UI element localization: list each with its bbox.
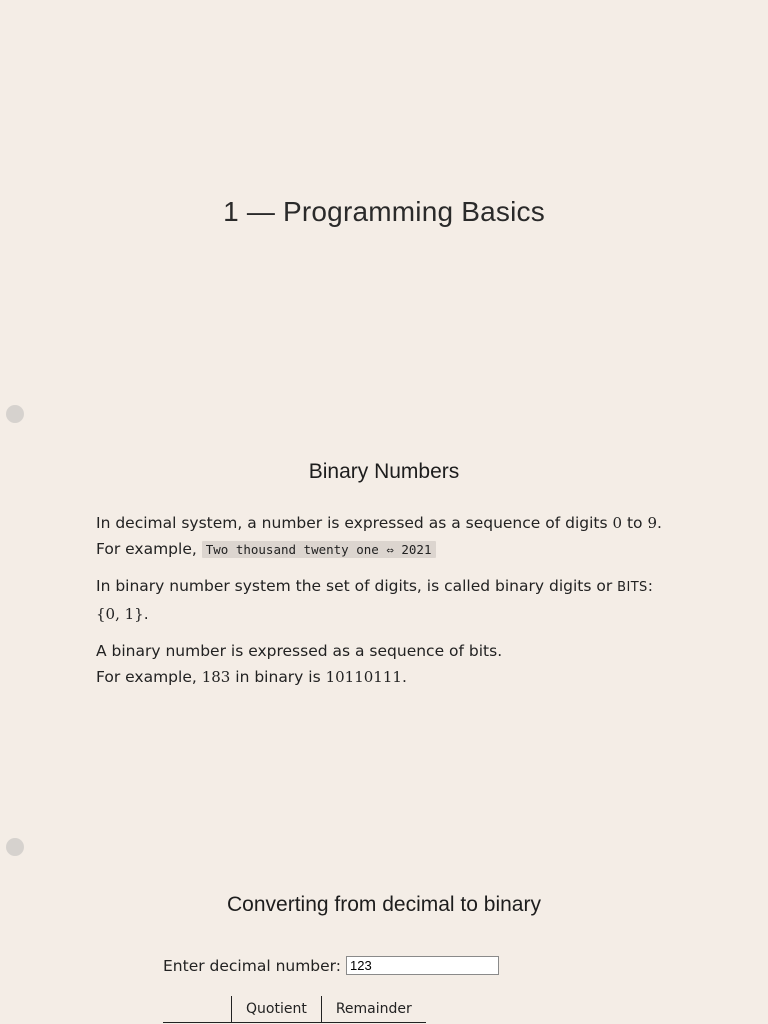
table-header-blank	[163, 996, 232, 1023]
para2-text-b: :	[647, 577, 653, 595]
para1-text-b: to	[622, 514, 648, 532]
para1-text-c: . For example,	[96, 514, 662, 558]
table-header-row	[163, 996, 426, 1023]
page-title: 1 — Programming Basics	[223, 196, 545, 227]
quotient-remainder-table	[163, 996, 426, 1023]
math-bit-set: {0, 1}	[96, 605, 144, 623]
para3-line1: A binary number is expressed as a sequence of bits.	[96, 642, 503, 660]
table-header-remainder: Remainder	[321, 996, 425, 1023]
math-decimal-183: 183	[201, 668, 231, 686]
paragraph-binary-digits	[96, 573, 676, 627]
decimal-number-input[interactable]	[346, 956, 499, 975]
table-header-quotient: Quotient	[232, 996, 322, 1023]
section-title-binary-numbers: Binary Numbers	[308, 460, 460, 483]
para2-text-c: .	[143, 605, 149, 623]
para3-text-b: in binary is	[230, 668, 326, 686]
para2-text-a: In binary number system the set of digits, is called binary digits or	[96, 577, 618, 595]
cell-handle-converter[interactable]	[6, 838, 24, 856]
para3-text-c: .	[401, 668, 407, 686]
math-digit-0: 0	[612, 514, 623, 532]
inline-code-example: Two thousand twenty one ⇔ 2021	[202, 541, 436, 558]
para3-text-a: For example,	[96, 668, 202, 686]
paragraph-decimal-system	[96, 510, 676, 563]
decimal-input-row	[163, 956, 499, 975]
decimal-input-label: Enter decimal number:	[163, 956, 342, 975]
math-binary-10110111: 10110111	[325, 668, 402, 686]
math-digit-9: 9	[647, 514, 657, 532]
bits-term: BITS	[617, 580, 648, 595]
para1-text-a: In decimal system, a number is expressed as a sequence of digits	[96, 514, 613, 532]
cell-handle-binary-numbers[interactable]	[6, 405, 24, 423]
paragraph-binary-example	[96, 638, 676, 690]
section-title-converter: Converting from decimal to binary	[227, 893, 541, 916]
